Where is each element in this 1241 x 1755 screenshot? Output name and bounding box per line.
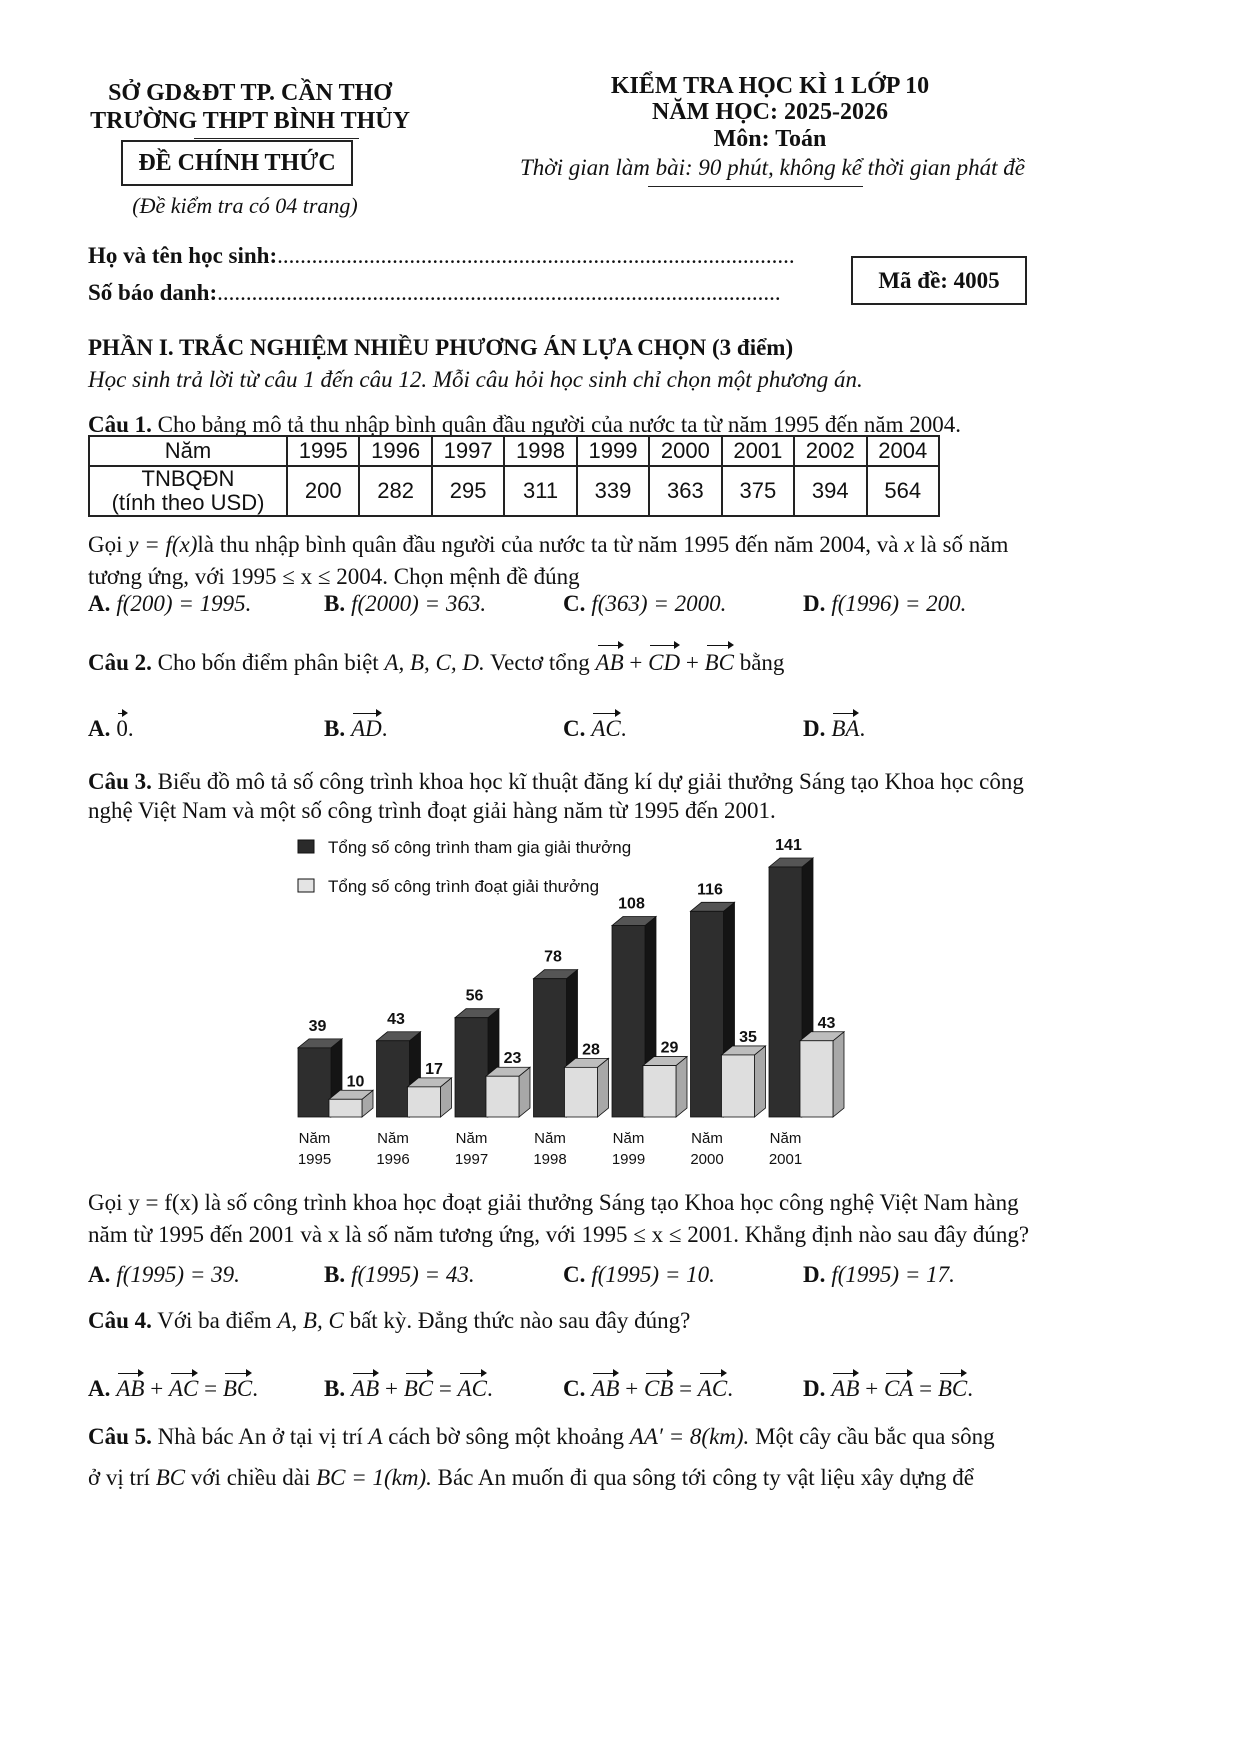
school-name: TRƯỜNG THPT BÌNH THỦY — [90, 108, 410, 134]
q4-points: A, B, C — [277, 1308, 344, 1333]
bar-awarded-side — [755, 1046, 766, 1117]
q5-text: ở vị trí — [88, 1465, 156, 1490]
q1-label: Câu 1. — [88, 412, 152, 437]
data-label-awarded: 23 — [503, 1050, 522, 1068]
exam-title: KIỂM TRA HỌC KÌ 1 LỚP 10 — [610, 73, 930, 99]
q4-text: Với ba điểm — [157, 1308, 278, 1333]
option-key: B. — [324, 591, 346, 616]
data-label-awarded: 10 — [346, 1073, 365, 1091]
table-cell: 1995 — [287, 436, 359, 466]
data-label-total: 141 — [775, 837, 802, 854]
table-cell: 2002 — [794, 436, 866, 466]
option-vector: AB — [351, 1370, 379, 1402]
q5-equation: BC = 1(km). — [316, 1465, 432, 1490]
option-vector: 0 — [116, 710, 128, 742]
official-box — [121, 140, 353, 186]
x-tick-label-top: Năm — [691, 1130, 723, 1147]
bar-awarded — [408, 1087, 441, 1117]
table-cell: 1996 — [359, 436, 431, 466]
q5-equation: AA′ = 8(km). — [629, 1424, 750, 1449]
option-vector: AB — [831, 1370, 859, 1402]
x-tick-label-bottom: 1999 — [611, 1151, 646, 1168]
q1-option-c[interactable] — [563, 591, 726, 617]
data-label-awarded: 43 — [817, 1014, 836, 1032]
q4-label: Câu 4. — [88, 1308, 152, 1333]
q3-option-d[interactable] — [803, 1262, 955, 1288]
vector-ab: AB — [596, 642, 624, 678]
x-tick-label-top: Năm — [612, 1130, 645, 1147]
option-key: D. — [803, 716, 826, 741]
table-year-label: Năm — [89, 436, 287, 466]
data-label-total: 116 — [697, 881, 723, 899]
q4-text: bất kỳ. Đẳng thức nào sau đây đúng? — [343, 1308, 691, 1333]
bar-awarded — [800, 1041, 833, 1117]
q1-stem-part: là số năm — [914, 532, 1009, 557]
option-text: f(1995) = 10. — [591, 1262, 715, 1287]
q5-text: Nhà bác An ở tại vị trí — [157, 1424, 369, 1449]
bar-awarded-side — [676, 1057, 687, 1117]
legend-swatch-total — [298, 840, 314, 853]
q5-text: cách bờ sông một khoảng — [382, 1424, 630, 1449]
data-label-awarded: 28 — [582, 1041, 600, 1059]
exam-code-box — [851, 256, 1027, 305]
q1-stem-line1 — [88, 530, 1008, 560]
q5-label: Câu 5. — [88, 1424, 152, 1449]
data-label-total: 108 — [618, 895, 645, 913]
q1-stem-part: Gọi — [88, 532, 129, 557]
table-cell: 2004 — [867, 436, 940, 466]
x-tick-label-bottom: 1996 — [376, 1151, 410, 1168]
x-tick-label-bottom: 1997 — [454, 1151, 489, 1168]
x-tick-label-bottom: 1995 — [297, 1151, 332, 1168]
q2-points: A, B, C, D. — [384, 650, 485, 675]
q3-option-b[interactable] — [324, 1262, 475, 1288]
q3-option-c[interactable] — [563, 1262, 715, 1288]
x-tick-label-top: Năm — [769, 1130, 802, 1147]
x-tick-label-bottom: 2000 — [690, 1151, 724, 1168]
table-cell: 339 — [577, 466, 649, 516]
option-text: f(1995) = 39. — [116, 1262, 240, 1287]
option-text: f(200) = 1995. — [116, 591, 252, 616]
part1-title: PHẦN I. TRẮC NGHIỆM NHIỀU PHƯƠNG ÁN LỰA CHỌN (3 điểm) — [88, 335, 794, 360]
exam-time: Thời gian làm bài: 90 phút, không kể thời gian phát đề — [520, 155, 1025, 180]
q2-prompt — [88, 642, 784, 678]
q4-prompt — [88, 1306, 690, 1336]
q1-option-a[interactable] — [88, 591, 251, 617]
option-key: A. — [88, 591, 111, 616]
q1-stem-part: là thu nhập bình quân đầu người của nước ta từ năm 1995 đến năm 2004, và — [197, 532, 905, 557]
q5-text: với chiều dài — [185, 1465, 317, 1490]
option-key: B. — [324, 1262, 346, 1287]
table-cell: 282 — [359, 466, 431, 516]
bar-awarded — [486, 1076, 519, 1117]
student-id-dots[interactable]: .................................................................................................. — [217, 280, 781, 305]
option-vector: CA — [884, 1370, 913, 1402]
q3-option-a[interactable] — [88, 1262, 240, 1288]
option-key: D. — [803, 591, 826, 616]
table-row-label-1: TNBQĐN — [141, 466, 235, 491]
plus-sign: + — [623, 650, 649, 675]
option-key: A. — [88, 716, 111, 741]
pages-note: (Đề kiểm tra có 04 trang) — [132, 193, 358, 218]
subject: Môn: Toán — [713, 126, 827, 152]
bar-total — [455, 1018, 488, 1117]
department: SỞ GD&ĐT TP. CẦN THƠ — [108, 80, 392, 106]
option-vector: BC — [404, 1370, 433, 1402]
q5-prompt-line1 — [88, 1422, 995, 1452]
table-cell: 200 — [287, 466, 359, 516]
q5-prompt-line2 — [88, 1463, 974, 1493]
bar-awarded-side — [833, 1032, 844, 1117]
awards-bar-chart — [280, 825, 880, 1180]
option-end: . — [127, 716, 134, 741]
table-cell: 564 — [867, 466, 940, 516]
official-label: ĐỀ CHÍNH THỨC — [138, 150, 336, 176]
q3-stem-line1: Gọi y = f(x) là số công trình khoa học đoạt giải thưởng Sáng tạo Khoa học công nghệ Việt Nam hàng — [88, 1190, 1019, 1215]
part1-instruction: Học sinh trả lời từ câu 1 đến câu 12. Mỗi câu hỏi học sinh chỉ chọn một phương án. — [88, 367, 863, 392]
q5-text: Một cây cầu bắc qua sông — [749, 1424, 995, 1449]
option-vector: AD — [351, 710, 382, 742]
q3-prompt-line2: nghệ Việt Nam và một số công trình đoạt giải hàng năm từ 1995 đến 2001. — [88, 798, 776, 823]
option-key: B. — [324, 716, 346, 741]
q3-stem-line2: năm từ 1995 đến 2001 và x là số năm tương ứng, với 1995 ≤ x ≤ 2001. Khẳng định nào sau đây đúng? — [88, 1222, 1030, 1247]
table-cell: 394 — [794, 466, 866, 516]
option-vector: AC — [591, 710, 620, 742]
option-end: . — [620, 716, 627, 741]
table-row-label-2: (tính theo USD) — [111, 490, 265, 515]
option-vector: CB — [644, 1370, 673, 1402]
bar-awarded — [643, 1066, 676, 1117]
x-tick-label-top: Năm — [377, 1130, 409, 1147]
option-text: f(2000) = 363. — [351, 591, 487, 616]
student-name-line — [88, 243, 795, 269]
option-key: C. — [563, 591, 586, 616]
q2-option-c[interactable] — [563, 710, 627, 742]
q3-text: Biểu đồ mô tả số công trình khoa học kĩ thuật đăng kí dự giải thưởng Sáng tạo Khoa học công — [157, 769, 1024, 794]
option-vector: AB — [116, 1370, 144, 1402]
data-label-total: 43 — [387, 1010, 405, 1028]
vector-cd: CD — [648, 642, 680, 678]
option-key: A. — [88, 1376, 111, 1401]
option-vector: AC — [169, 1370, 198, 1402]
table-header-row — [89, 436, 939, 466]
option-key: D. — [803, 1376, 826, 1401]
option-key: C. — [563, 1376, 586, 1401]
table-cell: 1999 — [577, 436, 649, 466]
option-key: C. — [563, 716, 586, 741]
student-name-dots[interactable]: .......................................................................................... — [277, 243, 795, 268]
bar-awarded — [722, 1055, 755, 1117]
data-label-total: 56 — [465, 987, 484, 1005]
q3-prompt-line1 — [88, 767, 1024, 797]
student-name-label: Họ và tên học sinh: — [88, 243, 278, 268]
option-vector: AC — [458, 1370, 487, 1402]
x-tick-label-bottom: 2001 — [768, 1151, 803, 1168]
table-cell: 2000 — [649, 436, 721, 466]
table-row-label — [89, 466, 287, 516]
x-tick-label-top: Năm — [298, 1130, 331, 1147]
option-vector: AB — [591, 1370, 619, 1402]
bar-total — [691, 911, 724, 1117]
x-tick-label-top: Năm — [455, 1130, 488, 1147]
plus-sign: + — [680, 650, 705, 675]
q2-option-d[interactable] — [803, 710, 865, 742]
q5-text: Bác An muốn đi qua sông tới công ty vật liệu xây dựng để — [431, 1465, 974, 1490]
q2-option-a[interactable] — [88, 710, 134, 742]
q4-option-b[interactable]: B. AB + BC = AC. — [324, 1370, 493, 1402]
q5-segment: BC — [155, 1465, 186, 1490]
option-end: . — [381, 716, 388, 741]
bar-awarded — [565, 1067, 598, 1117]
option-vector: BC — [223, 1370, 252, 1402]
q1-function: y = f(x) — [128, 532, 198, 557]
exam-code: Mã đề: 4005 — [878, 268, 1000, 293]
chart-legend — [298, 838, 631, 896]
option-key: A. — [88, 1262, 111, 1287]
vector-bc: BC — [705, 642, 734, 678]
school-year: NĂM HỌC: 2025-2026 — [652, 99, 888, 125]
table-cell: 1998 — [504, 436, 576, 466]
table-value-row — [89, 466, 939, 516]
q1-stem-line2: tương ứng, với 1995 ≤ x ≤ 2004. Chọn mệnh đề đúng — [88, 564, 580, 589]
table-cell: 375 — [722, 466, 794, 516]
data-label-awarded: 17 — [425, 1060, 443, 1078]
data-label-awarded: 29 — [660, 1039, 679, 1057]
q1-option-d[interactable] — [803, 591, 966, 617]
q4-option-a[interactable]: A. AB + AC = BC. — [88, 1370, 258, 1402]
q2-option-b[interactable] — [324, 710, 388, 742]
option-key: D. — [803, 1262, 826, 1287]
bar-total — [769, 867, 802, 1117]
q2-text: bằng — [733, 650, 785, 675]
option-vector: BA — [831, 710, 859, 742]
data-label-total: 39 — [308, 1017, 327, 1035]
q5-point: A — [368, 1424, 383, 1449]
bar-total — [534, 979, 567, 1117]
table-cell: 295 — [432, 466, 504, 516]
x-tick-label-bottom: 1998 — [533, 1151, 567, 1168]
table-cell: 1997 — [432, 436, 504, 466]
q1-variable: x — [904, 532, 915, 557]
bar-awarded-side — [598, 1058, 609, 1117]
school-underline — [194, 138, 359, 139]
x-tick-label-top: Năm — [534, 1130, 566, 1147]
legend-label-total: Tổng số công trình tham gia giải thưởng — [328, 838, 632, 857]
q2-label: Câu 2. — [88, 650, 152, 675]
q4-option-c[interactable]: C. AB + CB = AC. — [563, 1370, 733, 1402]
option-text: f(1995) = 17. — [831, 1262, 955, 1287]
q4-option-d[interactable]: D. AB + CA = BC. — [803, 1370, 973, 1402]
data-label-total: 78 — [544, 948, 562, 966]
option-end: . — [859, 716, 866, 741]
option-text: f(363) = 2000. — [591, 591, 727, 616]
time-underline — [648, 186, 863, 187]
income-table — [88, 435, 940, 517]
option-text: f(1996) = 200. — [831, 591, 967, 616]
bar-awarded — [329, 1099, 362, 1117]
q3-label: Câu 3. — [88, 769, 152, 794]
bar-total — [612, 926, 645, 1117]
q1-option-b[interactable] — [324, 591, 486, 617]
legend-label-awarded: Tổng số công trình đoạt giải thưởng — [328, 877, 600, 896]
q2-text: Cho bốn điểm phân biệt — [157, 650, 385, 675]
q1-text: Cho bảng mô tả thu nhập bình quân đầu người của nước ta từ năm 1995 đến năm 2004. — [157, 412, 961, 437]
bar-total — [377, 1041, 410, 1117]
option-vector: AC — [698, 1370, 727, 1402]
bar-total — [298, 1048, 331, 1117]
option-key: B. — [324, 1376, 346, 1401]
option-vector: BC — [938, 1370, 967, 1402]
option-text: f(1995) = 43. — [351, 1262, 475, 1287]
student-id-line — [88, 280, 781, 306]
legend-swatch-awarded — [298, 879, 314, 892]
q2-text: Vectơ tổng — [484, 650, 596, 675]
data-label-awarded: 35 — [739, 1028, 757, 1046]
option-key: C. — [563, 1262, 586, 1287]
table-cell: 311 — [504, 466, 576, 516]
table-cell: 2001 — [722, 436, 794, 466]
student-id-label: Số báo danh: — [88, 280, 218, 305]
table-cell: 363 — [649, 466, 721, 516]
